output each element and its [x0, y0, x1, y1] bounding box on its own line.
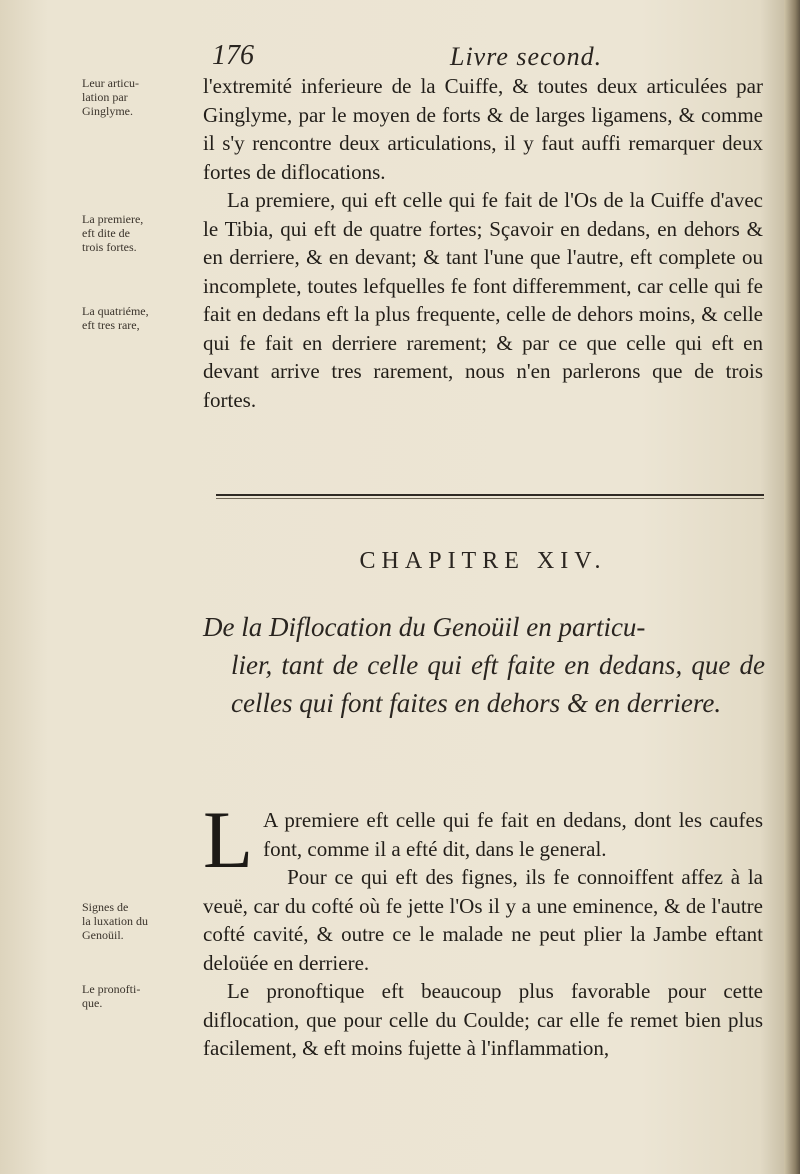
paragraph-premiere-dedans: A premiere eft celle qui fe fait en dedans, dont les caufes font, comme il a efté dit, dans le general. — [263, 808, 763, 861]
margin-note-signes: Signes de la luxation du Genoüil. — [82, 900, 148, 942]
paragraph-dropcap — [203, 794, 763, 885]
margin-note-premiere: La premiere, eft dite de trois fortes. — [82, 212, 144, 254]
book-spine-shadow — [784, 0, 800, 1174]
paragraph-pronostique: Le pronoftique eft beaucoup plus favorable pour cette diflocation, que pour celle du Coulde; car elle fe remet bien plus facilement, & eft moins fujette à l'inflammation, — [203, 979, 763, 1060]
running-head: Livre second. — [450, 42, 603, 71]
dropcap-letter: L — [203, 794, 254, 885]
paragraph-premiere: La premiere, qui eft celle qui fe fait de l'Os de la Cuiffe d'avec le Tibia, qui eft de quatre fortes; Sçavoir en dedans, en dehors & en derriere, & en devant; & tant l'une que l'autre, eft complete ou incomplete, toutes lefquelles fe font differemment, car celle qui fe fait en dedans eft la plus frequente, celle de dehors moins, & celle qui fe fait en derriere rarement; & par ce que celle qui eft en devant arrive tres rarement, nous n'en parlerons que de trois fortes. — [203, 188, 763, 412]
paragraph-signes: Pour ce qui eft des fignes, ils fe connoiffent affez à la veuë, car du cofté où fe jette l'Os il y a une eminence, & de l'autre cofté cavité, & outre ce le malade ne peut plier la Jambe eftant deloüée en derriere. — [203, 865, 763, 975]
chapter-title: CHAPITRE XIV. — [359, 548, 607, 574]
paragraph-articulation: l'extremité inferieure de la Cuiffe, & toutes deux articulées par Ginglyme, par le moyen de forts & de larges ligamens, & comme il s'y rencontre deux articulations, il y faut auffi remarquer deux fortes de diflocations. — [203, 74, 763, 184]
margin-note-pronostique: Le pronofti- que. — [82, 982, 141, 1010]
chapter-subtitle-rest: lier, tant de celle qui eft faite en dedans, que de celles qui font faites en dehors & en derriere. — [231, 650, 765, 718]
margin-note-articulation: Leur articu- lation par Ginglyme. — [82, 76, 139, 118]
section-divider-thin — [216, 498, 764, 499]
margin-note-quatrieme: La quatriéme, eft tres rare, — [82, 304, 149, 332]
chapter-subtitle — [203, 608, 765, 722]
chapter-subtitle-line1: De la Diflocation du Genoüil en particu- — [203, 612, 646, 642]
body-text-top — [203, 72, 763, 414]
body-text-bottom — [203, 794, 763, 1063]
section-divider — [216, 494, 764, 496]
page-number: 176 — [212, 40, 254, 71]
